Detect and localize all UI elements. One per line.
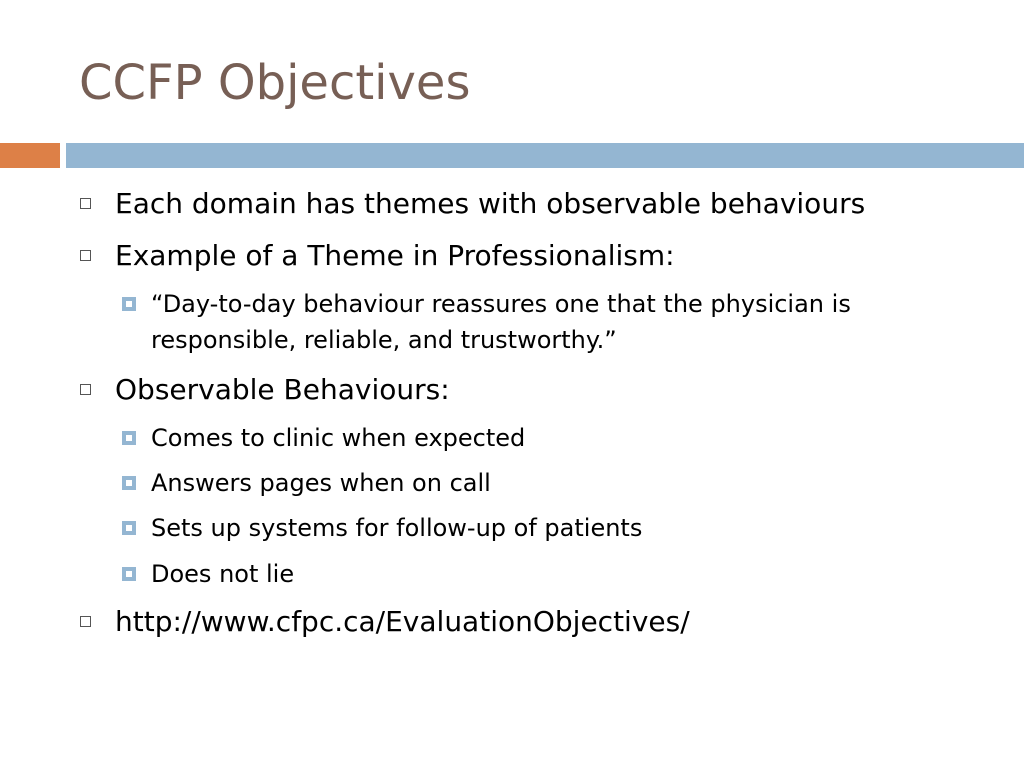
slide-title: CCFP Objectives bbox=[79, 55, 471, 111]
bullet-item bbox=[115, 372, 450, 408]
filled-square-bullet-icon bbox=[122, 476, 136, 490]
hollow-square-bullet-icon bbox=[80, 384, 91, 395]
hollow-square-bullet-icon bbox=[80, 616, 91, 627]
sub-bullet-text: Answers pages when on call bbox=[151, 469, 491, 497]
filled-square-bullet-icon bbox=[122, 431, 136, 445]
hollow-square-bullet-icon bbox=[80, 198, 91, 209]
hollow-square-bullet-icon bbox=[80, 250, 91, 261]
filled-square-bullet-icon bbox=[122, 567, 136, 581]
sub-bullet-item bbox=[151, 286, 971, 358]
bullet-item-link[interactable] bbox=[115, 604, 690, 640]
sub-bullet-item bbox=[151, 465, 491, 501]
sub-bullet-text: “Day-to-day behaviour reassures one that the physician is responsible, reliable, and trustworthy.” bbox=[151, 290, 851, 354]
bullet-text: Each domain has themes with observable behaviours bbox=[115, 187, 866, 220]
sub-bullet-text: Comes to clinic when expected bbox=[151, 424, 526, 452]
link-text[interactable]: http://www.cfpc.ca/EvaluationObjectives/ bbox=[115, 605, 690, 638]
sub-bullet-item bbox=[151, 420, 525, 456]
sub-bullet-text: Does not lie bbox=[151, 560, 295, 588]
bullet-item bbox=[115, 238, 675, 274]
filled-square-bullet-icon bbox=[122, 297, 136, 311]
bullet-text: Example of a Theme in Professionalism: bbox=[115, 239, 675, 272]
sub-bullet-text: Sets up systems for follow-up of patients bbox=[151, 514, 643, 542]
filled-square-bullet-icon bbox=[122, 521, 136, 535]
sub-bullet-item bbox=[151, 556, 294, 592]
sub-bullet-item bbox=[151, 510, 642, 546]
bullet-item bbox=[115, 186, 865, 222]
bullet-text: Observable Behaviours: bbox=[115, 373, 450, 406]
